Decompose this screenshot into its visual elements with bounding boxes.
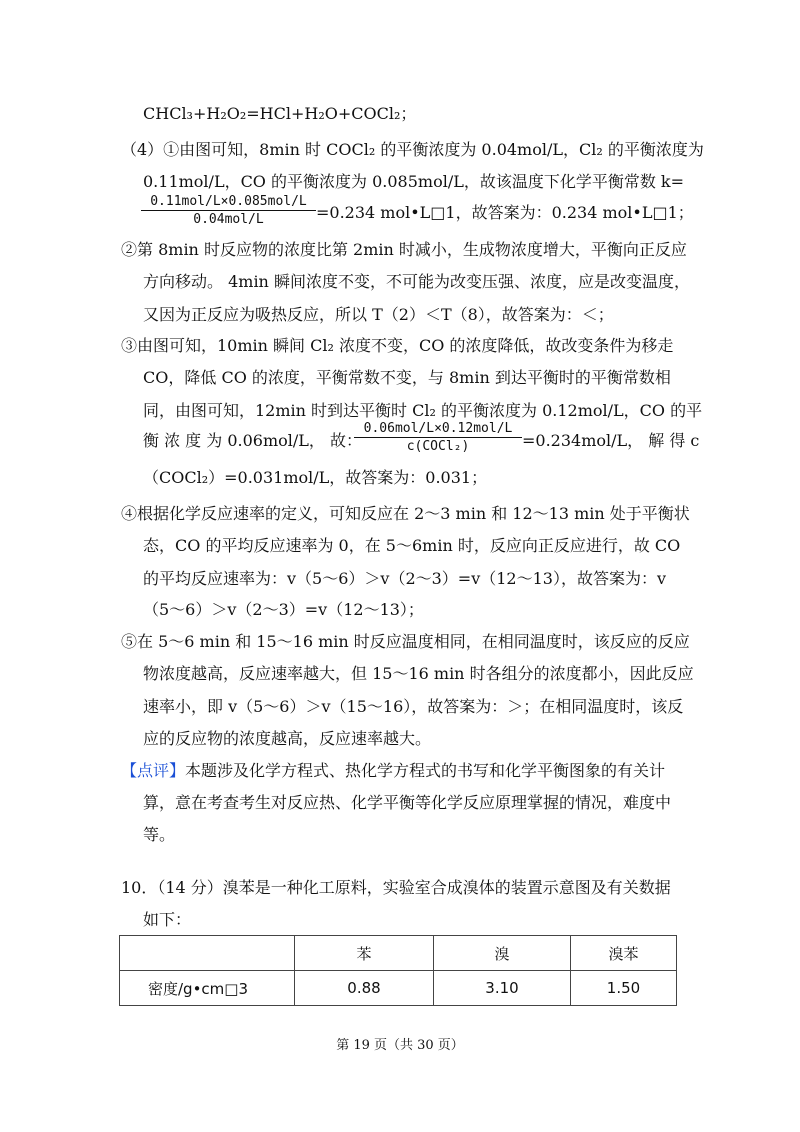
line-22: 算，意在考查考生对反应热、化学平衡等化学反应原理掌握的情况，难度中 bbox=[143, 793, 672, 812]
table-header-cell bbox=[120, 936, 295, 971]
table-cell: 1.50 bbox=[571, 971, 677, 1006]
review-line bbox=[121, 761, 665, 781]
fraction-numerator: 0.06mol/L×0.12mol/L bbox=[354, 421, 522, 438]
line-14: 态，CO 的平均反应速率为 0，在 5～6min 时，反应向正反应进行，故 CO bbox=[143, 536, 681, 555]
line-23: 等。 bbox=[143, 825, 176, 844]
line-11: =0.234mol/L， 解 得 c bbox=[522, 431, 700, 450]
page-footer: 第 19 页（共 30 页） bbox=[336, 1038, 464, 1053]
density-table bbox=[119, 935, 677, 1006]
line-1: （4）①由图可知，8min 时 COCl₂ 的平衡浓度为 0.04mol/L，Cl₂ 的平衡浓度为 bbox=[121, 140, 704, 159]
fraction-denominator: 0.04mol/L bbox=[193, 212, 264, 227]
table-header-cell: 苯 bbox=[295, 936, 434, 971]
line-5: 方向移动。 4min 瞬间浓度不变，不可能为改变压强、浓度，应是改变温度， bbox=[143, 272, 690, 291]
table-row bbox=[120, 971, 677, 1006]
line-17: ⑤在 5～6 min 和 15～16 min 时反应温度相同，在相同温度时，该反应的反应 bbox=[121, 632, 690, 651]
table-row-label: 密度/g•cm□3 bbox=[120, 971, 295, 1006]
line-4: ②第 8min 时反应物的浓度比第 2min 时减小，生成物浓度增大，平衡向正反应 bbox=[121, 240, 687, 259]
line-7: ③由图可知，10min 瞬间 Cl₂ 浓度不变，CO 的浓度降低，故改变条件为移走 bbox=[121, 336, 674, 355]
line-19: 速率小，即 v（5～6）＞v（15～16），故答案为：＞；在相同温度时，该反 bbox=[143, 697, 684, 716]
line-2: 0.11mol/L，CO 的平衡浓度为 0.085mol/L，故该温度下化学平衡常数 k= bbox=[143, 172, 685, 191]
review-text: 本题涉及化学方程式、热化学方程式的书写和化学平衡图象的有关计 bbox=[185, 761, 666, 780]
fraction-equilibrium-constant bbox=[141, 194, 316, 227]
line-6: 又因为正反应为吸热反应，所以 T（2）＜T（8），故答案为：＜； bbox=[143, 305, 614, 324]
line-12: （COCl₂）=0.031mol/L，故答案为：0.031； bbox=[143, 468, 488, 487]
line-25: 如下： bbox=[143, 910, 192, 929]
line-15: 的平均反应速率为：v（5～6）＞v（2～3）=v（12～13），故答案为：v bbox=[143, 569, 667, 588]
fraction-coc12 bbox=[354, 421, 522, 454]
fraction-numerator: 0.11mol/L×0.085mol/L bbox=[141, 194, 316, 211]
line-18: 物浓度越高，反应速率越大，但 15～16 min 时各组分的浓度都小，因此反应 bbox=[143, 664, 694, 683]
table-cell: 3.10 bbox=[434, 971, 571, 1006]
line-9: 同，由图可知，12min 时到达平衡时 Cl₂ 的平衡浓度为 0.12mol/L，CO 的平 bbox=[143, 401, 703, 420]
line-20: 应的反应物的浓度越高，反应速率越大。 bbox=[143, 729, 432, 748]
fraction-denominator: c(COCl₂) bbox=[406, 439, 470, 454]
line-3: =0.234 mol•L□1，故答案为：0.234 mol•L□1； bbox=[316, 203, 694, 222]
question-10-line: 10．（14 分）溴苯是一种化工原料，实验室合成溴体的装置示意图及有关数据 bbox=[121, 878, 671, 897]
line-0: CHCl₃+H₂O₂=HCl+H₂O+COCl₂； bbox=[143, 104, 417, 123]
review-tag: 【点评】 bbox=[121, 761, 186, 780]
table-header-row bbox=[120, 936, 677, 971]
line-10: 衡 浓 度 为 0.06mol/L， 故： bbox=[143, 431, 362, 450]
line-16: （5～6）＞v（2～3）=v（12～13）； bbox=[143, 600, 424, 619]
table-header-cell: 溴 bbox=[434, 936, 571, 971]
table-header-cell: 溴苯 bbox=[571, 936, 677, 971]
line-8: CO，降低 CO 的浓度，平衡常数不变，与 8min 到达平衡时的平衡常数相 bbox=[143, 368, 671, 387]
table-cell: 0.88 bbox=[295, 971, 434, 1006]
line-13: ④根据化学反应速率的定义，可知反应在 2～3 min 和 12～13 min 处于平衡状 bbox=[121, 504, 690, 523]
